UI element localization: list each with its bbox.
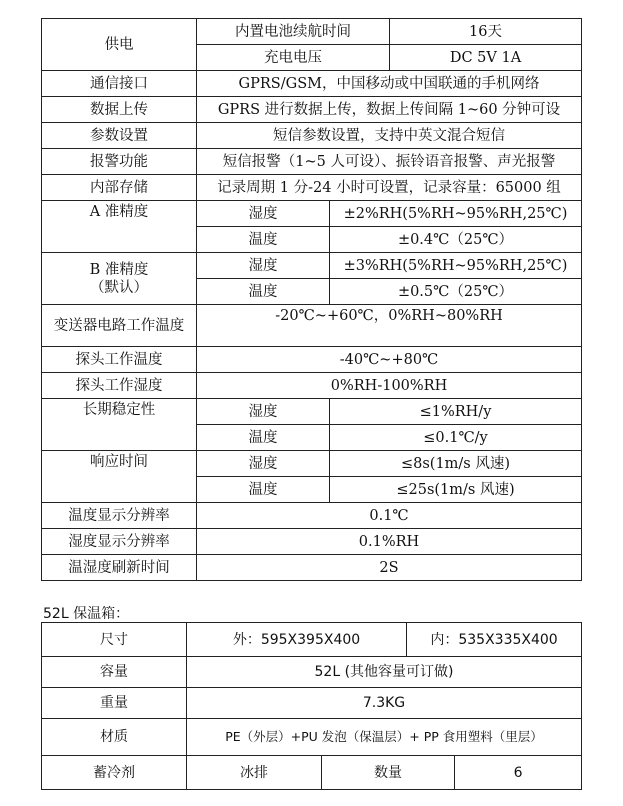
probe-humidity-value: 0%RH-100%RH [197,373,582,399]
params-value: 短信参数设置，支持中英文混合短信 [197,123,582,149]
temp-resolution-label: 温度显示分辨率 [42,503,197,529]
weight-label: 重量 [42,688,187,719]
refresh-label: 温湿度刷新时间 [42,555,197,581]
box-caption: 52L 保温箱： [43,606,130,622]
accuracy-b-temp-value: ±0.5℃（25℃） [330,279,582,305]
spec-table [41,18,582,581]
stability-temp-value: ≤0.1℃/y [330,425,582,451]
material-label: 材质 [42,719,187,756]
storage-value: 记录周期 1 分-24 小时可设置，记录容量：65000 组 [197,175,582,201]
box-table [41,622,582,790]
response-temp-label: 温度 [197,477,330,503]
stability-label: 长期稳定性 [42,399,197,451]
accuracy-a-humidity-value: ±2%RH(5%RH~95%RH,25℃) [330,201,582,227]
coolant-qty-label: 数量 [322,756,455,790]
stability-humidity-label: 湿度 [197,399,330,425]
weight-value: 7.3KG [187,688,582,719]
stability-humidity-value: ≤1%RH/y [330,399,582,425]
transmitter-temp-value: -20℃~+60℃，0%RH~80%RH [197,305,582,347]
charge-voltage-value: DC 5V 1A [390,45,582,71]
comm-value: GPRS/GSM，中国移动或中国联通的手机网络 [197,71,582,97]
battery-life-value: 16天 [390,19,582,45]
alarm-value: 短信报警（1~5 人可设）、振铃语音报警、声光报警 [197,149,582,175]
probe-temp-label: 探头工作温度 [42,347,197,373]
accuracy-b-label: B 准精度（默认） [42,253,197,305]
alarm-label: 报警功能 [42,149,197,175]
accuracy-b-humidity-value: ±3%RH(5%RH~95%RH,25℃) [330,253,582,279]
accuracy-a-label: A 准精度 [42,201,197,253]
battery-life-label: 内置电池续航时间 [197,19,390,45]
response-label: 响应时间 [42,451,197,503]
probe-temp-value: -40℃~+80℃ [197,347,582,373]
accuracy-a-temp-value: ±0.4℃（25℃） [330,227,582,253]
storage-label: 内部存储 [42,175,197,201]
size-label: 尺寸 [42,623,187,657]
coolant-name: 冰排 [187,756,322,790]
accuracy-b-humidity-label: 湿度 [197,253,330,279]
size-outer: 外：595X395X400 [187,623,407,657]
capacity-value: 52L (其他容量可订做) [187,657,582,688]
material-value: PE（外层）+PU 发泡（保温层）+ PP 食用塑料（里层） [187,719,582,756]
capacity-label: 容量 [42,657,187,688]
refresh-value: 2S [197,555,582,581]
power-label: 供电 [42,19,197,71]
probe-humidity-label: 探头工作湿度 [42,373,197,399]
humidity-resolution-label: 湿度显示分辨率 [42,529,197,555]
size-inner: 内：535X335X400 [407,623,582,657]
params-label: 参数设置 [42,123,197,149]
response-humidity-value: ≤8s(1m/s 风速) [330,451,582,477]
response-humidity-label: 湿度 [197,451,330,477]
transmitter-temp-label: 变送器电路工作温度 [42,305,197,347]
accuracy-a-temp-label: 温度 [197,227,330,253]
temp-resolution-value: 0.1℃ [197,503,582,529]
accuracy-b-temp-label: 温度 [197,279,330,305]
charge-voltage-label: 充电电压 [197,45,390,71]
accuracy-a-humidity-label: 湿度 [197,201,330,227]
coolant-qty-value: 6 [455,756,582,790]
comm-label: 通信接口 [42,71,197,97]
humidity-resolution-value: 0.1%RH [197,529,582,555]
stability-temp-label: 温度 [197,425,330,451]
coolant-label: 蓄冷剂 [42,756,187,790]
upload-label: 数据上传 [42,97,197,123]
upload-value: GPRS 进行数据上传，数据上传间隔 1~60 分钟可设 [197,97,582,123]
response-temp-value: ≤25s(1m/s 风速) [330,477,582,503]
